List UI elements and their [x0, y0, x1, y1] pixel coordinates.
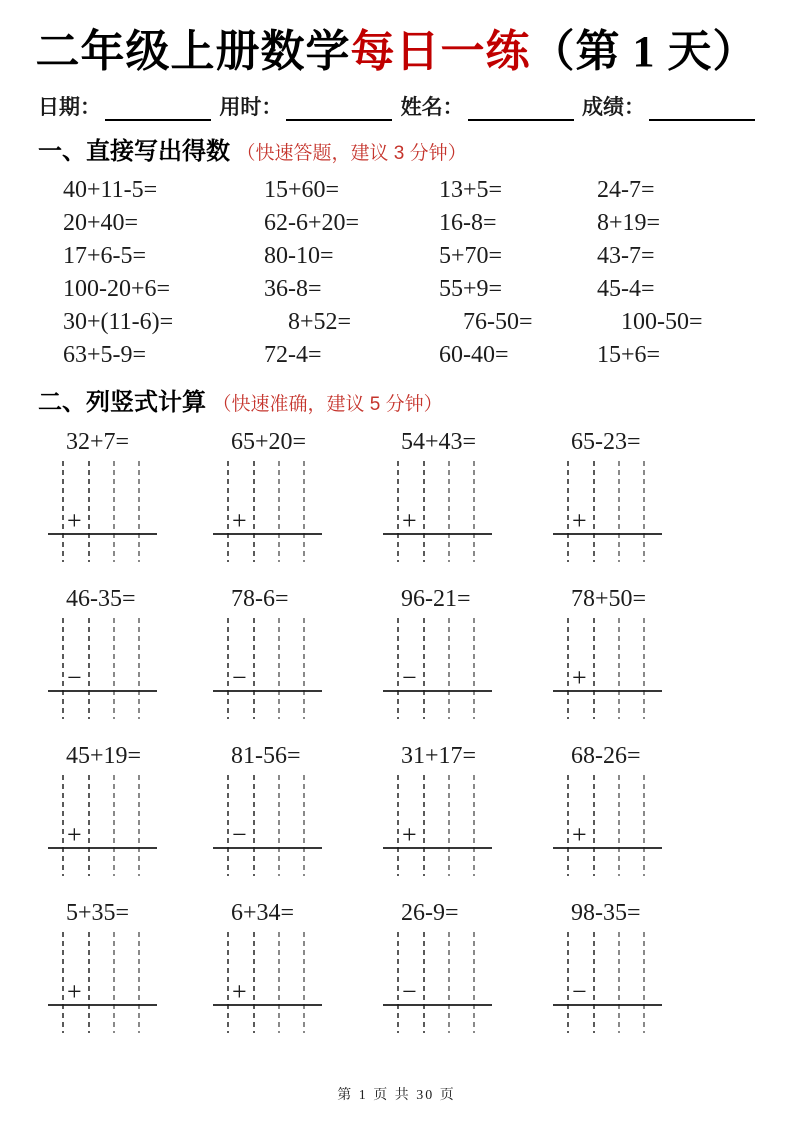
oral-problem-row [63, 240, 793, 273]
student-info-row [38, 91, 755, 121]
vcalc-operator-sign: + [67, 505, 82, 535]
info-field-blank-line [468, 97, 574, 121]
vcalc-work-area [545, 772, 705, 880]
vertical-calc-cell [205, 429, 375, 566]
vcalc-operator-sign: + [402, 505, 417, 535]
info-field-blank-line [105, 97, 211, 121]
vcalc-work-area [205, 615, 365, 723]
vcalc-work-area [40, 458, 200, 566]
oral-problems-grid [63, 174, 793, 372]
oral-problem-row [63, 273, 793, 306]
oral-problem: 60-40= [439, 341, 509, 368]
vcalc-problem: 54+43= [401, 428, 477, 455]
oral-problem: 100-50= [621, 308, 703, 335]
info-field-blank-line [286, 97, 392, 121]
vertical-calc-cell [375, 429, 545, 566]
vertical-calc-cell [205, 900, 375, 1037]
vcalc-work-area [375, 458, 535, 566]
vertical-calc-cell [375, 743, 545, 880]
oral-problem-row [63, 174, 793, 207]
vcalc-operator-sign: + [572, 505, 587, 535]
oral-problem: 13+5= [439, 176, 503, 203]
vertical-calc-cell [375, 586, 545, 723]
vcalc-operator-sign: + [67, 819, 82, 849]
vertical-calc-cell [205, 586, 375, 723]
title-daily-practice-part: 每日一练 [350, 27, 531, 76]
oral-problem: 8+52= [288, 308, 352, 335]
oral-problem: 72-4= [264, 341, 322, 368]
section1-title: 一、直接写出得数 [38, 138, 230, 165]
section2-time-note: （快速准确，建议 5 分钟） [212, 393, 443, 415]
oral-problem: 30+(11-6)= [63, 308, 174, 335]
oral-problem: 8+19= [597, 209, 661, 236]
vcalc-problem: 45+19= [66, 742, 142, 769]
vertical-calc-cell [545, 900, 793, 1037]
vcalc-problem: 46-35= [66, 585, 136, 612]
vertical-calc-cell [545, 743, 793, 880]
vertical-calc-cell [545, 429, 793, 566]
vcalc-work-area [375, 615, 535, 723]
oral-problem: 80-10= [264, 242, 334, 269]
vcalc-problem: 5+35= [66, 899, 130, 926]
vertical-calc-grid [0, 429, 793, 1037]
oral-problem: 20+40= [63, 209, 139, 236]
vcalc-work-area [40, 772, 200, 880]
vcalc-work-area [205, 929, 365, 1037]
vcalc-operator-sign: − [232, 819, 247, 849]
vcalc-work-area [375, 929, 535, 1037]
vertical-calc-cell [375, 900, 545, 1037]
section1-heading [38, 131, 793, 166]
oral-problem: 43-7= [597, 242, 655, 269]
vcalc-operator-sign: − [232, 662, 247, 692]
vcalc-problem: 65-23= [571, 428, 641, 455]
vertical-calc-cell [40, 743, 205, 880]
vcalc-problem: 78-6= [231, 585, 289, 612]
vcalc-operator-sign: − [572, 976, 587, 1006]
oral-problem: 45-4= [597, 275, 655, 302]
vcalc-operator-sign: + [67, 976, 82, 1006]
oral-problem: 5+70= [439, 242, 503, 269]
oral-problem: 63+5-9= [63, 341, 147, 368]
oral-problem: 24-7= [597, 176, 655, 203]
vertical-calc-row [40, 743, 793, 880]
oral-problem: 76-50= [463, 308, 533, 335]
vcalc-operator-sign: + [232, 505, 247, 535]
vcalc-operator-sign: + [402, 819, 417, 849]
section2-title: 二、列竖式计算 [38, 389, 206, 416]
info-field [582, 91, 755, 121]
vertical-calc-cell [40, 429, 205, 566]
vcalc-work-area [40, 929, 200, 1037]
info-field-label: 日期： [38, 94, 101, 119]
oral-problem: 36-8= [264, 275, 322, 302]
oral-problem-row [63, 207, 793, 240]
vcalc-work-area [205, 772, 365, 880]
vcalc-operator-sign: − [67, 662, 82, 692]
info-field-label: 成绩： [581, 94, 645, 119]
vcalc-problem: 96-21= [401, 585, 471, 612]
vcalc-operator-sign: + [232, 976, 247, 1006]
oral-problem: 40+11-5= [63, 176, 158, 203]
info-field [401, 91, 574, 121]
info-field-label: 姓名： [400, 94, 464, 119]
vcalc-problem: 26-9= [401, 899, 459, 926]
oral-problem: 15+60= [264, 176, 340, 203]
info-field [38, 91, 211, 121]
vcalc-work-area [545, 615, 705, 723]
oral-problem: 17+6-5= [63, 242, 147, 269]
oral-problem: 16-8= [439, 209, 497, 236]
vertical-calc-row [40, 586, 793, 723]
vcalc-problem: 78+50= [571, 585, 647, 612]
oral-problem: 55+9= [439, 275, 503, 302]
vertical-calc-cell [545, 586, 793, 723]
vertical-calc-cell [205, 743, 375, 880]
vcalc-problem: 68-26= [571, 742, 641, 769]
oral-problem: 100-20+6= [63, 275, 171, 302]
vcalc-work-area [375, 772, 535, 880]
vertical-calc-cell [40, 900, 205, 1037]
vcalc-work-area [545, 458, 705, 566]
vcalc-problem: 98-35= [571, 899, 641, 926]
vcalc-problem: 6+34= [231, 899, 295, 926]
vcalc-work-area [40, 615, 200, 723]
vcalc-problem: 65+20= [231, 428, 307, 455]
vcalc-problem: 81-56= [231, 742, 301, 769]
vertical-calc-row [40, 429, 793, 566]
vcalc-problem: 31+17= [401, 742, 477, 769]
page-number: 第 1 页 共 30 页 [337, 1088, 456, 1103]
info-field-blank-line [649, 97, 755, 121]
title-day-part: （第 1 天） [530, 27, 758, 76]
vcalc-problem: 32+7= [66, 428, 130, 455]
info-field-label: 用时： [219, 94, 283, 119]
vertical-calc-row [40, 900, 793, 1037]
title-grade-part: 二年级上册数学 [35, 27, 351, 76]
vertical-calc-cell [40, 586, 205, 723]
vcalc-work-area [205, 458, 365, 566]
oral-problem-row [63, 306, 793, 339]
oral-problem: 62-6+20= [264, 209, 360, 236]
vcalc-operator-sign: + [572, 819, 587, 849]
vcalc-operator-sign: + [572, 662, 587, 692]
info-field [219, 91, 392, 121]
oral-problem-row [63, 339, 793, 372]
section1-time-note: （快速答题，建议 3 分钟） [236, 142, 467, 164]
oral-problem: 15+6= [597, 341, 661, 368]
section2-heading [38, 382, 793, 417]
vcalc-work-area [545, 929, 705, 1037]
vcalc-operator-sign: − [402, 976, 417, 1006]
vcalc-operator-sign: − [402, 662, 417, 692]
page-title [0, 26, 793, 79]
